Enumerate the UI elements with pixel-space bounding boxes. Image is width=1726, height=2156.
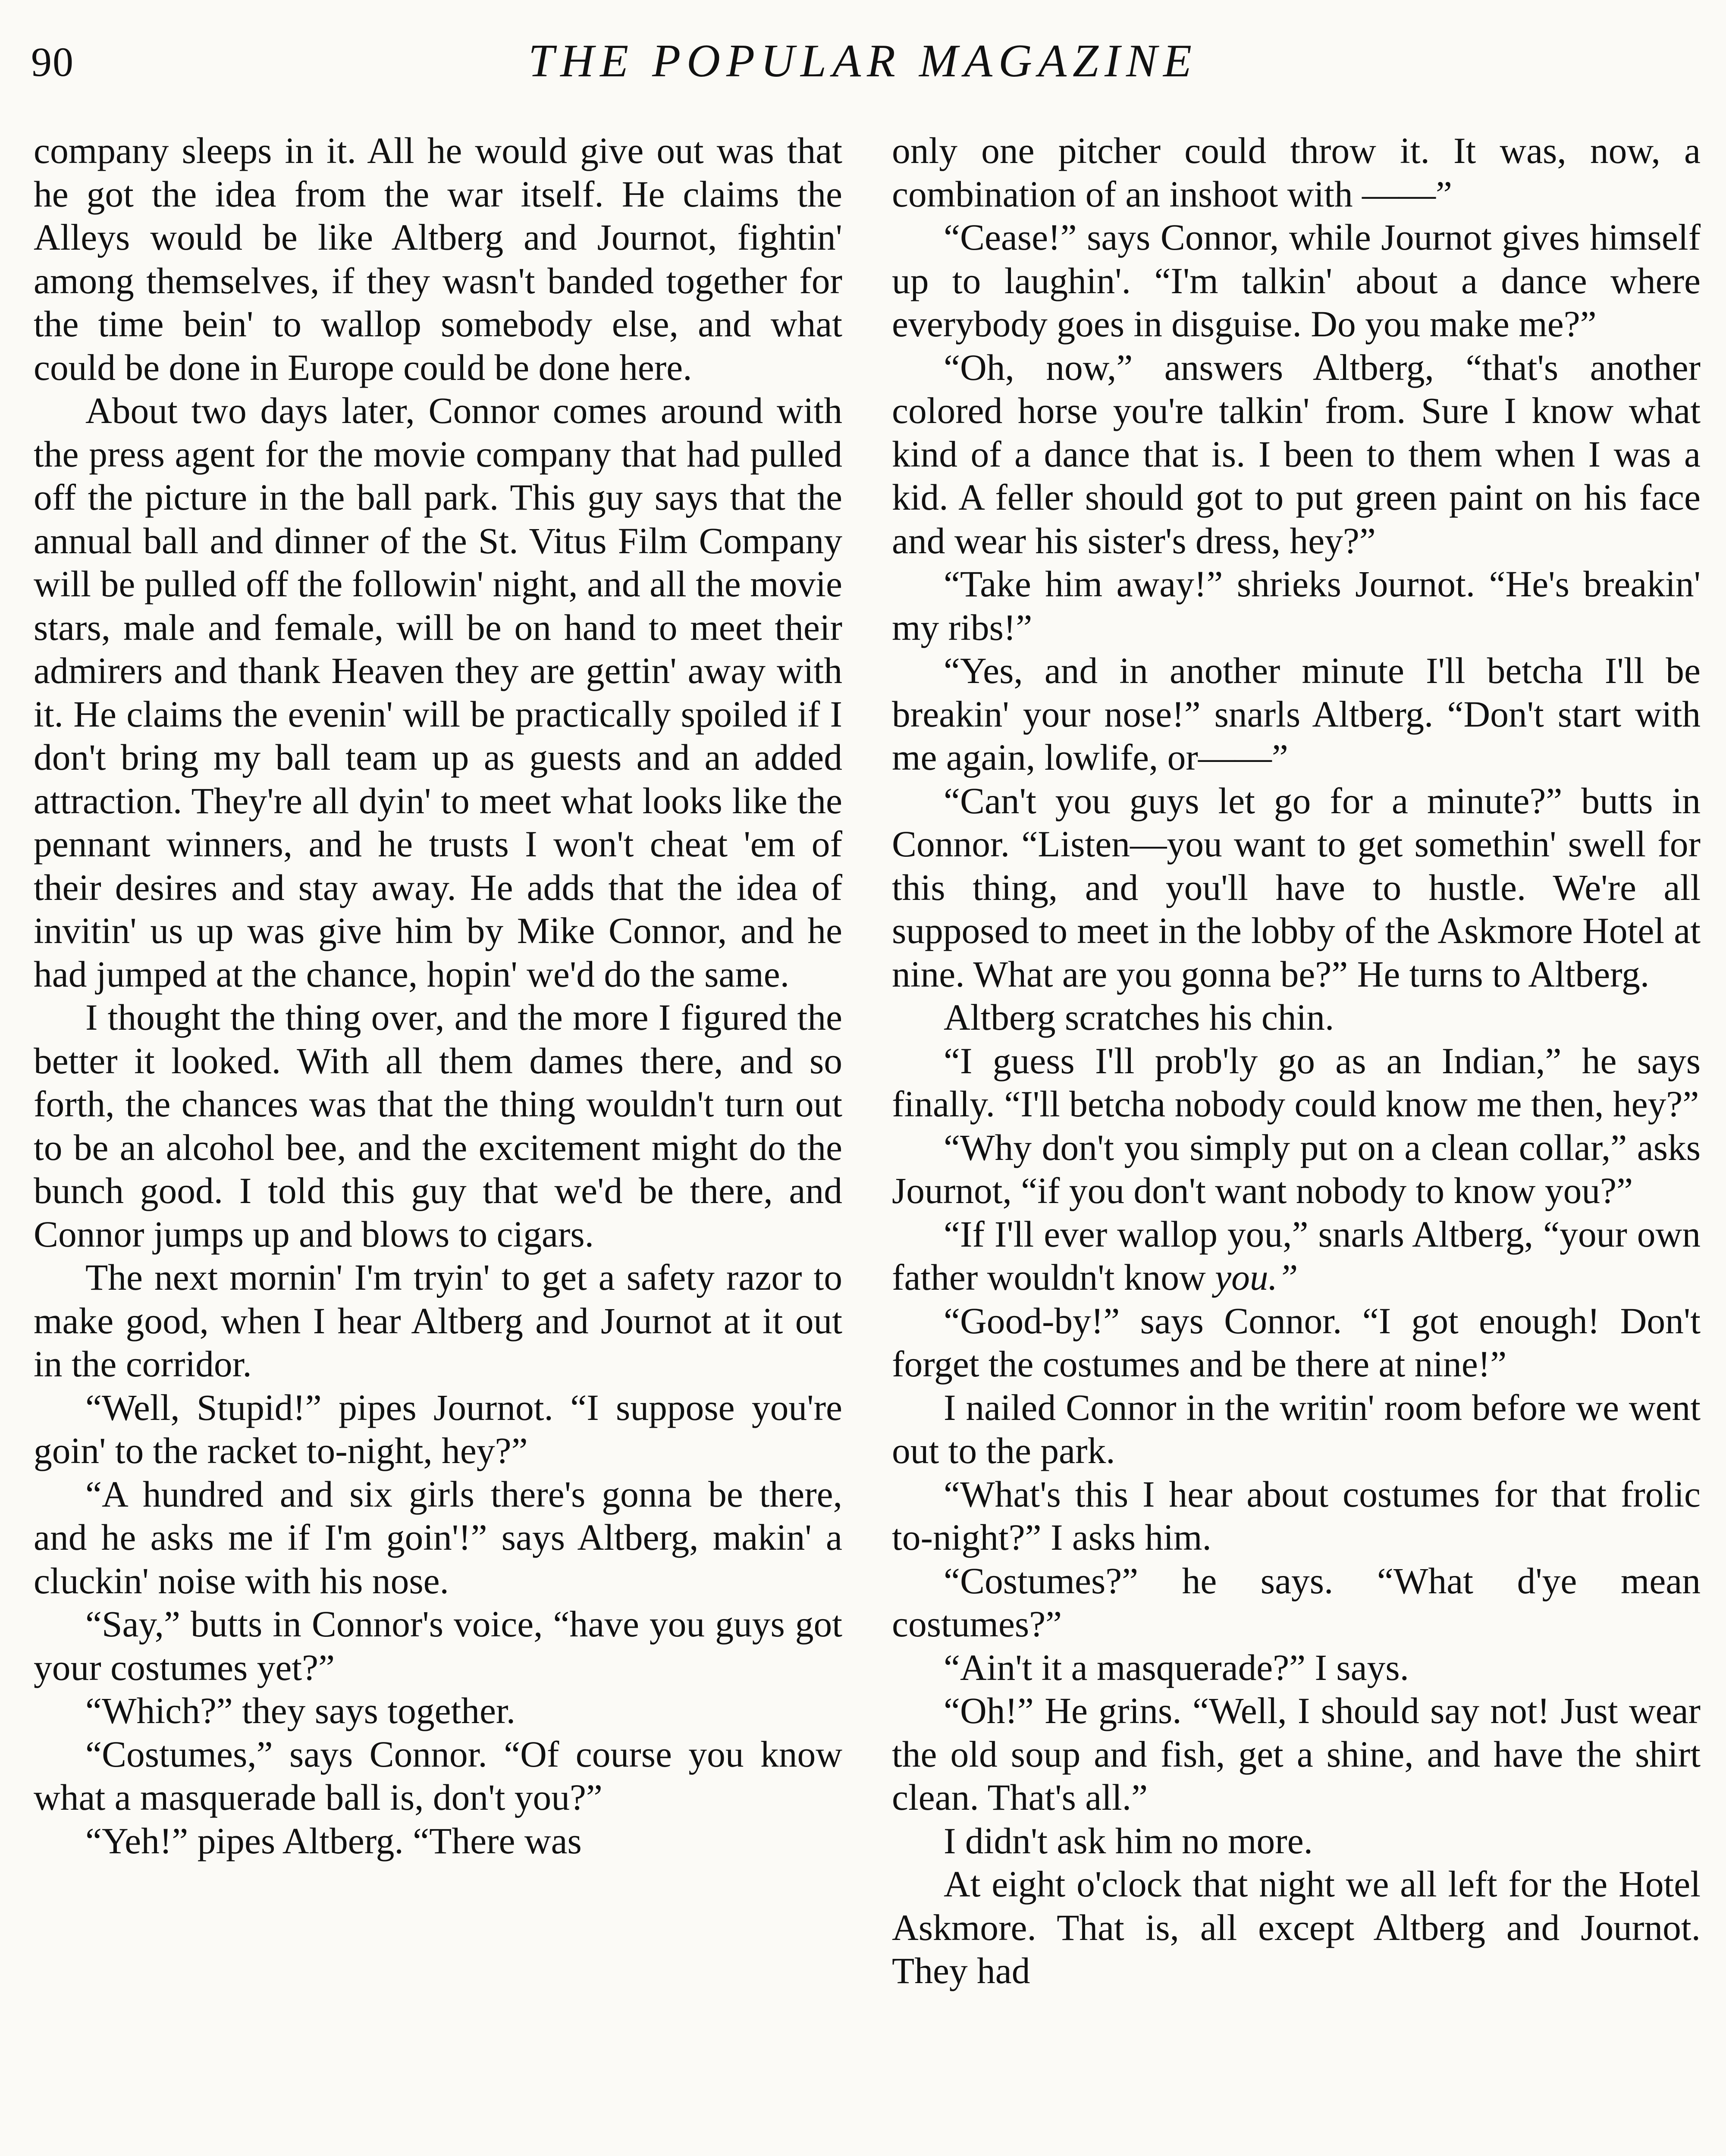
paragraph: “Ain't it a masquerade?” I says. bbox=[944, 1647, 1409, 1688]
paragraph: I didn't ask him no more. bbox=[944, 1821, 1313, 1861]
paragraph: “Oh!” He grins. “Well, I should say not! Just wear the old soup and fish, get a shine, and have the shirt clean. That's all.” bbox=[892, 1691, 1701, 1818]
paragraph: “Yes, and in another minute I'll betcha I'll be breakin' your nose!” snarls Altberg. “Don't start with me again, lowlife, or——” bbox=[892, 651, 1701, 778]
paragraph: “Oh, now,” answers Altberg, “that's another colored horse you're talkin' from. Sure I know what kind of a dance that is. I been to them when I was a kid. A feller should got to put green paint on his face and wear his sister's dress, hey?” bbox=[892, 347, 1701, 561]
paragraph: “Well, Stupid!” pipes Journot. “I suppose you're goin' to the racket to-night, hey?” bbox=[34, 1387, 842, 1471]
paragraph: “If I'll ever wallop you,” snarls Altberg, “your own father wouldn't know you.” bbox=[892, 1214, 1701, 1298]
paragraph: “Costumes,” says Connor. “Of course you know what a masquerade ball is, don't you?” bbox=[34, 1734, 842, 1818]
left-column bbox=[34, 129, 842, 1863]
paragraph: “Take him away!” shrieks Journot. “He's breakin' my ribs!” bbox=[892, 564, 1701, 648]
paragraph: company sleeps in it. All he would give out was that he got the idea from the war itself. He claims the Alleys would be like Altberg and Journot, fightin' among themselves, if they wasn't banded together for the time bein' to wallop somebody else, and what could be done in Europe could be done here. bbox=[34, 131, 842, 388]
paragraph: I nailed Connor in the writin' room before we went out to the park. bbox=[892, 1387, 1701, 1471]
paragraph: “Can't you guys let go for a minute?” butts in Connor. “Listen—you want to get somethin' swell for this thing, and you'll have to hustle. We're all supposed to meet in the lobby of the Askmore Hotel at nine. What are you gonna be?” He turns to Altberg. bbox=[892, 780, 1701, 995]
paragraph: “Costumes?” he says. “What d'ye mean costumes?” bbox=[892, 1561, 1701, 1645]
page-number: 90 bbox=[31, 39, 74, 85]
paragraph: “Good-by!” says Connor. “I got enough! Don't forget the costumes and be there at nine!” bbox=[892, 1300, 1701, 1385]
paragraph: Altberg scratches his chin. bbox=[944, 997, 1334, 1038]
paragraph: “What's this I hear about costumes for that frolic to-night?” I asks him. bbox=[892, 1474, 1701, 1558]
paragraph: “Say,” butts in Connor's voice, “have you guys got your costumes yet?” bbox=[34, 1604, 842, 1688]
paragraph: “Why don't you simply put on a clean collar,” asks Journot, “if you don't want nobody to know you?” bbox=[892, 1127, 1701, 1211]
paragraph: The next mornin' I'm tryin' to get a safety razor to make good, when I hear Altberg and Journot at it out in the corridor. bbox=[34, 1257, 842, 1385]
paragraph: At eight o'clock that night we all left for the Hotel Askmore. That is, all except Altberg and Journot. They had bbox=[892, 1864, 1701, 1991]
paragraph: “A hundred and six girls there's gonna be there, and he asks me if I'm goin'!” says Altberg, makin' a cluckin' noise with his nose. bbox=[34, 1474, 842, 1601]
paragraph: “I guess I'll prob'ly go as an Indian,” he says finally. “I'll betcha nobody could know me then, hey?” bbox=[892, 1040, 1701, 1125]
paragraph: “Cease!” says Connor, while Journot gives himself up to laughin'. “I'm talkin' about a dance where everybody goes in disguise. Do you make me?” bbox=[892, 217, 1701, 345]
paragraph: “Yeh!” pipes Altberg. “There was bbox=[85, 1821, 582, 1861]
right-column bbox=[892, 129, 1701, 1993]
paragraph: About two days later, Connor comes around with the press agent for the movie company that had pulled off the picture in the ball park. This guy says that the annual ball and dinner of the St. Vitus Film Company will be pulled off the followin' night, and all the movie stars, male and female, will be on hand to meet their admirers and thank Heaven they are gettin' away with it. He claims the evenin' will be practically spoiled if I don't bring my ball team up as guests and an added attraction. They're all dyin' to meet what looks like the pennant winners, and he trusts I won't cheat 'em of their desires and stay away. He adds that the idea of invitin' us up was give him by Mike Connor, and he had jumped at the chance, hopin' we'd do the same. bbox=[34, 391, 842, 995]
running-head: THE POPULAR MAGAZINE bbox=[528, 35, 1198, 87]
page-header bbox=[0, 0, 1726, 142]
paragraph: “Which?” they says together. bbox=[85, 1691, 516, 1731]
paragraph: only one pitcher could throw it. It was, now, a combination of an inshoot with ——” bbox=[892, 131, 1701, 215]
paragraph: I thought the thing over, and the more I figured the better it looked. With all them dames there, and so forth, the chances was that the thing wouldn't turn out to be an alcohol bee, and the excitement might do the bunch good. I told this guy that we'd be there, and Connor jumps up and blows to cigars. bbox=[34, 997, 842, 1255]
